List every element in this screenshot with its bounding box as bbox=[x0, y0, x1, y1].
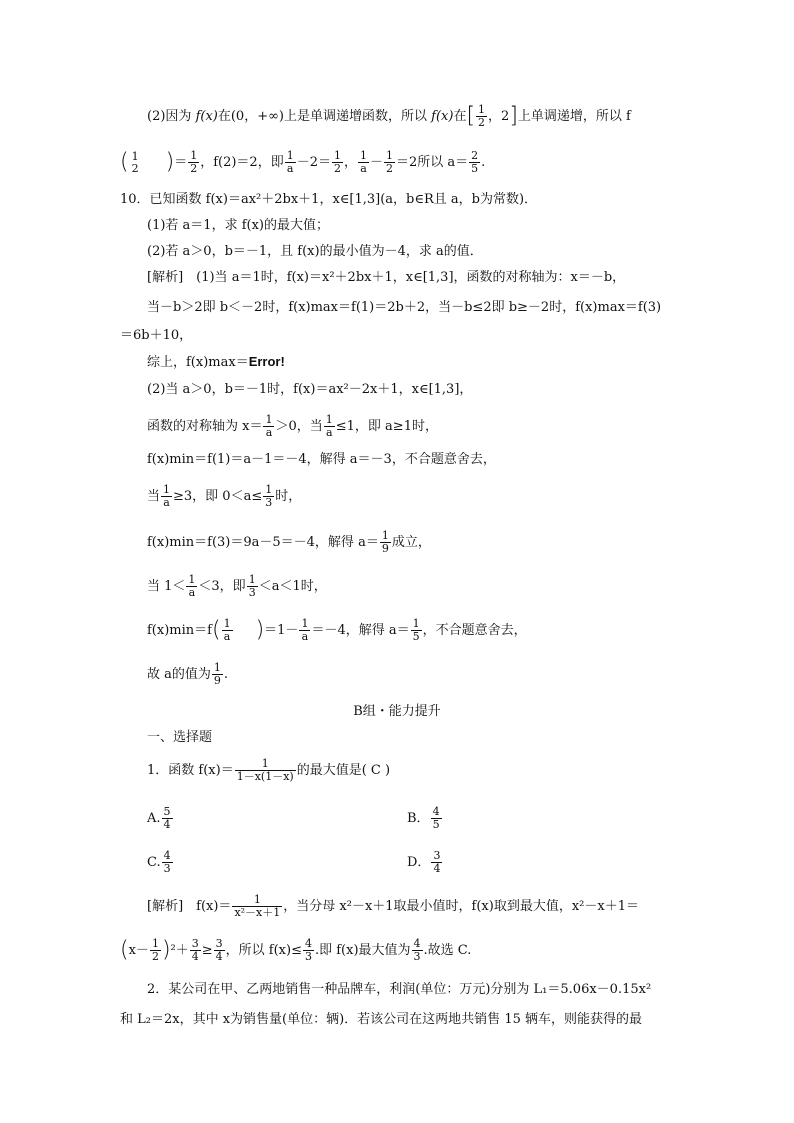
p1-line1 bbox=[147, 104, 631, 129]
den: a bbox=[301, 630, 309, 643]
label: B． bbox=[407, 811, 430, 826]
num: 1 bbox=[223, 617, 231, 630]
fraction bbox=[431, 806, 442, 831]
text: 故 a的值为 bbox=[147, 667, 211, 682]
fraction bbox=[162, 806, 173, 831]
mc1-options-row1 bbox=[147, 806, 647, 831]
num: 1 bbox=[190, 149, 198, 162]
den: 4 bbox=[163, 818, 171, 831]
text: ＝ bbox=[174, 155, 188, 170]
text: ≥3，即 0＜a≤ bbox=[173, 489, 263, 504]
den: 9 bbox=[381, 542, 389, 555]
text: ²＋ bbox=[170, 943, 189, 958]
num: 1 bbox=[131, 149, 139, 163]
q10-sol-11 bbox=[147, 618, 527, 643]
text: ≥ bbox=[201, 943, 213, 958]
mc1-solution-1 bbox=[147, 894, 639, 919]
fraction bbox=[384, 150, 395, 175]
text: f(x)min＝f bbox=[147, 623, 212, 638]
text: ＝2所以 a＝ bbox=[396, 155, 469, 170]
num: 4 bbox=[163, 849, 171, 862]
error-text: Error! bbox=[248, 354, 285, 369]
text: x－ bbox=[128, 943, 149, 958]
den: 5 bbox=[432, 818, 440, 831]
den: 2 bbox=[386, 162, 394, 175]
text: ＜a＜1时， bbox=[258, 579, 327, 594]
num: 1 bbox=[360, 149, 367, 162]
fraction bbox=[412, 938, 423, 963]
mc1-solution-2 bbox=[120, 938, 471, 963]
fraction bbox=[130, 151, 141, 175]
option-c[interactable] bbox=[147, 849, 174, 875]
num: 3 bbox=[215, 937, 223, 950]
bracket: ] bbox=[509, 103, 518, 129]
p1-line2 bbox=[120, 150, 485, 175]
text: 在(0，+∞)上是单调递增函数，所以 bbox=[217, 109, 432, 124]
den: 4 bbox=[433, 862, 441, 875]
paren: ( bbox=[211, 617, 221, 643]
den: a bbox=[325, 426, 333, 439]
num: 1 bbox=[235, 758, 296, 771]
den: 2 bbox=[478, 116, 486, 129]
fraction bbox=[431, 850, 442, 875]
num: 4 bbox=[413, 937, 421, 950]
den: x²－x＋1 bbox=[234, 906, 281, 919]
den: a bbox=[188, 586, 196, 599]
text: 时， bbox=[275, 489, 302, 504]
text: ， bbox=[343, 155, 357, 170]
text: －2＝ bbox=[296, 155, 331, 170]
section-subheading: 一、选择题 bbox=[147, 730, 213, 745]
text: 函数的对称轴为 x＝ bbox=[147, 419, 263, 434]
fraction bbox=[263, 484, 274, 509]
den: 5 bbox=[471, 162, 479, 175]
text: .即 f(x)最大值为 bbox=[314, 943, 411, 958]
paren: ( bbox=[120, 149, 129, 175]
fraction bbox=[222, 618, 233, 643]
text: .故选 C. bbox=[423, 943, 472, 958]
den: 1－x(1－x) bbox=[236, 770, 294, 783]
fraction bbox=[263, 414, 274, 439]
num: 2 bbox=[471, 149, 479, 162]
text: － bbox=[370, 155, 384, 170]
text: (2)因为 bbox=[147, 109, 196, 124]
num: 1 bbox=[301, 617, 309, 630]
q10-sol-1: [解析] (1)当 a＝1时，f(x)＝x²＋2bx＋1，x∈[1,3]，函数的对称轴为：x＝－b， bbox=[147, 270, 626, 285]
label: C. bbox=[147, 855, 161, 870]
q10-sol-3: ＝6b＋10， bbox=[120, 328, 193, 343]
den: 3 bbox=[248, 586, 256, 599]
den: 3 bbox=[265, 496, 273, 509]
fraction bbox=[235, 758, 296, 783]
q10-sol-5: (2)当 a＞0，b＝－1时，f(x)＝ax²－2x＋1，x∈[1,3]， bbox=[147, 382, 473, 397]
q10-sol-7: f(x)min＝f(1)＝a－1＝－4，解得 a＝－3，不合题意舍去， bbox=[147, 452, 496, 467]
text: ，所以 f(x)≤ bbox=[225, 943, 302, 958]
q10-sol-10 bbox=[147, 574, 327, 599]
text: 的最大值是( C ) bbox=[296, 763, 391, 778]
fraction bbox=[214, 938, 225, 963]
text: 当 bbox=[147, 489, 161, 504]
num: 1 bbox=[478, 103, 486, 116]
num: 1 bbox=[286, 149, 294, 162]
den: 3 bbox=[163, 862, 171, 875]
num: 1 bbox=[232, 894, 282, 907]
text: ，当分母 x²－x＋1取最小值时，f(x)取到最大值，x²－x＋1＝ bbox=[283, 899, 639, 914]
q10-sol-8 bbox=[147, 484, 301, 509]
num: 1 bbox=[163, 483, 171, 496]
num: 1 bbox=[265, 413, 273, 426]
text: 成立， bbox=[391, 535, 431, 550]
text: . bbox=[223, 667, 229, 682]
fraction bbox=[380, 530, 391, 555]
section-heading: B组・能力提升 bbox=[353, 704, 441, 719]
fraction bbox=[186, 574, 197, 599]
num: 5 bbox=[163, 805, 171, 818]
fraction bbox=[232, 894, 282, 919]
fraction bbox=[247, 574, 258, 599]
num: 1 bbox=[412, 617, 420, 630]
num: 3 bbox=[191, 937, 199, 950]
fraction bbox=[188, 150, 199, 175]
den: a bbox=[286, 162, 294, 175]
text: ＞0，当 bbox=[275, 419, 323, 434]
num: 1 bbox=[248, 573, 256, 586]
text: 1．函数 f(x)＝ bbox=[147, 763, 234, 778]
text: . bbox=[481, 155, 486, 170]
fraction bbox=[150, 938, 161, 963]
text: ＜3，即 bbox=[198, 579, 246, 594]
option-d[interactable] bbox=[407, 850, 443, 875]
q10-sol-6 bbox=[147, 414, 438, 439]
den: a bbox=[223, 630, 231, 643]
text: ＝1－ bbox=[264, 623, 299, 638]
den: 4 bbox=[191, 950, 199, 963]
fraction bbox=[324, 414, 335, 439]
num: 1 bbox=[265, 483, 273, 496]
option-b[interactable] bbox=[407, 806, 443, 831]
text: ＝－4，解得 a＝ bbox=[311, 623, 410, 638]
mc2-line2: 和 L₂＝2x，其中 x为销售量(单位：辆)．若该公司在这两地共销售 15 辆车，则能获得的最 bbox=[120, 1012, 642, 1027]
paren: ) bbox=[255, 617, 265, 643]
den: 2 bbox=[333, 162, 341, 175]
text: f(x)min＝f(3)＝9a－5＝－4，解得 a＝ bbox=[147, 535, 379, 550]
num: 4 bbox=[304, 937, 312, 950]
den: 2 bbox=[131, 161, 139, 175]
fraction bbox=[212, 662, 223, 687]
den: 3 bbox=[304, 950, 312, 963]
num: 1 bbox=[151, 937, 159, 950]
num: 3 bbox=[433, 849, 441, 862]
text: 当 1＜ bbox=[147, 579, 186, 594]
den: 2 bbox=[151, 950, 159, 963]
fraction bbox=[303, 938, 314, 963]
text: ≤1，即 a≥1时， bbox=[335, 419, 438, 434]
den: 5 bbox=[412, 630, 420, 643]
num: 1 bbox=[381, 529, 389, 542]
mc1-stem bbox=[147, 758, 390, 783]
den: 9 bbox=[213, 674, 221, 687]
text: ，2 bbox=[488, 109, 510, 124]
text: [解析] f(x)＝ bbox=[147, 899, 232, 914]
paren: ( bbox=[120, 937, 129, 963]
bracket: [ bbox=[466, 103, 476, 129]
mc1-options-row2 bbox=[147, 850, 647, 875]
num: 1 bbox=[386, 149, 394, 162]
fraction bbox=[358, 150, 369, 175]
q10-title: 10．已知函数 f(x)＝ax²＋2bx＋1，x∈[1,3](a，b∈R且 a，b为常数)． bbox=[120, 192, 538, 207]
text: 上单调递增，所以 f bbox=[517, 109, 631, 124]
q10-sol-2: 当－b＞2即 b＜－2时，f(x)max＝f(1)＝2b＋2，当－b≤2即 b≥－2时，f(x)max＝f(3) bbox=[147, 300, 662, 315]
den: 4 bbox=[215, 950, 223, 963]
fraction bbox=[162, 850, 173, 875]
label: D． bbox=[407, 855, 431, 870]
fraction bbox=[469, 150, 480, 175]
fraction bbox=[332, 150, 343, 175]
den: a bbox=[360, 162, 367, 175]
num: 1 bbox=[325, 413, 333, 426]
fraction bbox=[285, 150, 296, 175]
den: 2 bbox=[190, 162, 198, 175]
text: ，f(2)＝2，即 bbox=[200, 155, 284, 170]
text: 在 bbox=[453, 109, 467, 124]
q10-sub2: (2)若 a＞0，b＝－1，且 f(x)的最小值为－4，求 a的值． bbox=[147, 244, 483, 259]
fraction bbox=[411, 618, 422, 643]
label: A. bbox=[147, 811, 161, 826]
den: a bbox=[265, 426, 273, 439]
paren: ) bbox=[165, 149, 175, 175]
num: 4 bbox=[432, 805, 440, 818]
q10-sol-12 bbox=[147, 662, 228, 687]
q10-sub1: (1)若 a＝1，求 f(x)的最大值； bbox=[147, 218, 329, 233]
q10-sol-9 bbox=[147, 530, 431, 555]
text: f(x) bbox=[195, 109, 218, 124]
num: 1 bbox=[333, 149, 341, 162]
fraction bbox=[190, 938, 201, 963]
mc2-line1: 2．某公司在甲、乙两地销售一种品牌车，利润(单位：万元)分别为 L₁＝5.06x－0.15x² bbox=[147, 982, 652, 997]
den: a bbox=[163, 496, 170, 509]
text: f(x) bbox=[431, 109, 454, 124]
fraction bbox=[476, 104, 487, 129]
fraction bbox=[299, 618, 310, 643]
den: 3 bbox=[413, 950, 421, 963]
paren: ) bbox=[161, 937, 171, 963]
num: 1 bbox=[188, 573, 196, 586]
q10-sol-4 bbox=[147, 352, 285, 373]
text: 综上，f(x)max＝ bbox=[147, 355, 249, 370]
option-a[interactable] bbox=[147, 805, 174, 831]
num: 1 bbox=[213, 661, 221, 674]
fraction bbox=[161, 484, 172, 509]
text: ，不合题意舍去， bbox=[422, 623, 527, 638]
